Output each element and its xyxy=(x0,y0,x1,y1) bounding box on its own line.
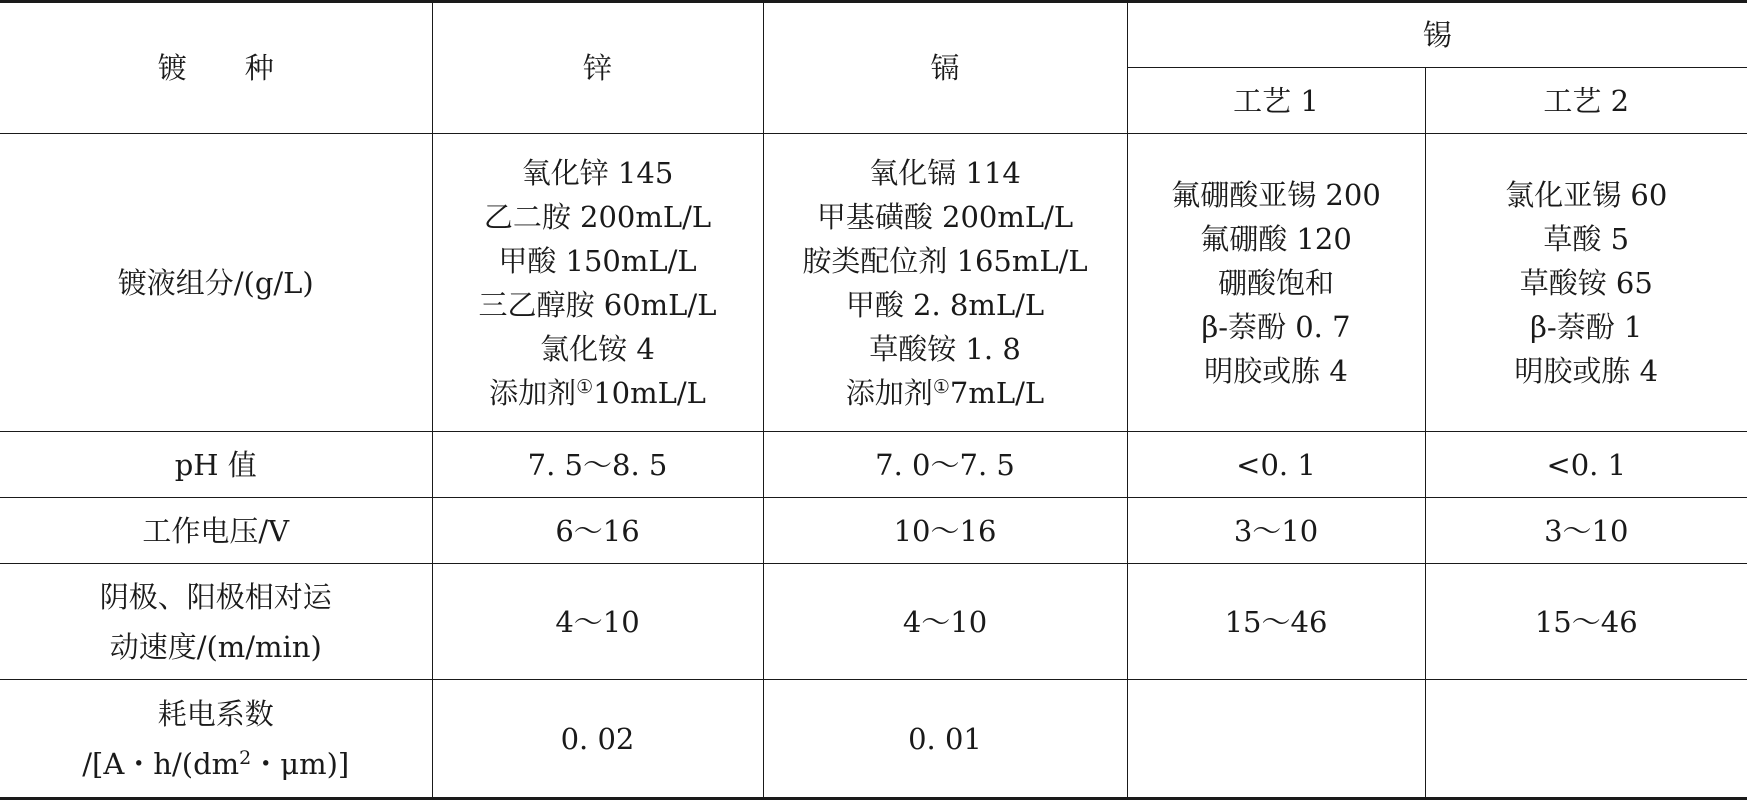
power-unit-suffix: ・μm)] xyxy=(251,747,349,781)
composition-line: 甲酸 150mL/L xyxy=(433,239,763,283)
header-plating-type: 镀 种 xyxy=(0,2,432,134)
cell-speed-zinc: 4～10 xyxy=(432,564,763,680)
composition-line: 草酸铵 1. 8 xyxy=(764,327,1127,371)
cell-voltage-cadmium: 10～16 xyxy=(763,498,1127,564)
cell-power-tin-1 xyxy=(1127,680,1425,799)
cell-power-tin-2 xyxy=(1425,680,1747,799)
composition-line: 硼酸饱和 xyxy=(1128,261,1425,305)
additive-value: 7mL/L xyxy=(950,376,1044,410)
composition-line: 氯化铵 4 xyxy=(433,327,763,371)
composition-line: 氟硼酸亚锡 200 xyxy=(1128,173,1425,217)
composition-line-additive xyxy=(764,371,1127,415)
composition-line: 氯化亚锡 60 xyxy=(1426,173,1747,217)
power-unit-exponent: 2 xyxy=(239,747,251,769)
cell-ph-tin-2: <0. 1 xyxy=(1425,432,1747,498)
power-label-line-1: 耗电系数 xyxy=(0,689,432,739)
composition-line: 胺类配位剂 165mL/L xyxy=(764,239,1127,283)
row-label-composition: 镀液组分/(g/L) xyxy=(0,134,432,432)
additive-name: 添加剂 xyxy=(489,376,576,410)
footnote-marker: ① xyxy=(933,376,950,398)
footnote-marker: ① xyxy=(576,376,593,398)
composition-line: 草酸 5 xyxy=(1426,217,1747,261)
speed-label-line-1: 阴极、阳极相对运 xyxy=(0,572,432,622)
cell-speed-tin-2: 15～46 xyxy=(1425,564,1747,680)
cell-composition-tin-2 xyxy=(1425,134,1747,432)
composition-line: 甲基磺酸 200mL/L xyxy=(764,195,1127,239)
cell-composition-cadmium xyxy=(763,134,1127,432)
cell-ph-tin-1: <0. 1 xyxy=(1127,432,1425,498)
composition-line: 明胶或胨 4 xyxy=(1426,349,1747,393)
row-label-voltage: 工作电压/V xyxy=(0,498,432,564)
composition-line: 乙二胺 200mL/L xyxy=(433,195,763,239)
composition-line: β-萘酚 1 xyxy=(1426,305,1747,349)
cell-speed-tin-1: 15～46 xyxy=(1127,564,1425,680)
cell-speed-cadmium: 4～10 xyxy=(763,564,1127,680)
cell-composition-tin-1 xyxy=(1127,134,1425,432)
row-label-ph: pH 值 xyxy=(0,432,432,498)
composition-line: 明胶或胨 4 xyxy=(1128,349,1425,393)
additive-value: 10mL/L xyxy=(593,376,706,410)
cell-ph-cadmium: 7. 0～7. 5 xyxy=(763,432,1127,498)
cell-ph-zinc: 7. 5～8. 5 xyxy=(432,432,763,498)
additive-name: 添加剂 xyxy=(846,376,933,410)
cell-voltage-tin-1: 3～10 xyxy=(1127,498,1425,564)
composition-line: 氧化镉 114 xyxy=(764,151,1127,195)
header-cadmium: 镉 xyxy=(763,2,1127,134)
header-zinc: 锌 xyxy=(432,2,763,134)
header-tin-process-2: 工艺 2 xyxy=(1425,68,1747,134)
composition-line-additive xyxy=(433,371,763,415)
header-tin: 锡 xyxy=(1127,2,1747,68)
composition-line: 甲酸 2. 8mL/L xyxy=(764,283,1127,327)
cell-composition-zinc xyxy=(432,134,763,432)
header-tin-process-1: 工艺 1 xyxy=(1127,68,1425,134)
row-label-power xyxy=(0,680,432,799)
speed-label-line-2: 动速度/(m/min) xyxy=(0,622,432,672)
row-label-speed xyxy=(0,564,432,680)
cell-voltage-zinc: 6～16 xyxy=(432,498,763,564)
power-unit-prefix: /[A・h/(dm xyxy=(82,747,239,781)
composition-line: 三乙醇胺 60mL/L xyxy=(433,283,763,327)
composition-line: 草酸铵 65 xyxy=(1426,261,1747,305)
cell-voltage-tin-2: 3～10 xyxy=(1425,498,1747,564)
cell-power-zinc: 0. 02 xyxy=(432,680,763,799)
composition-line: 氟硼酸 120 xyxy=(1128,217,1425,261)
composition-line: 氧化锌 145 xyxy=(433,151,763,195)
cell-power-cadmium: 0. 01 xyxy=(763,680,1127,799)
composition-line: β-萘酚 0. 7 xyxy=(1128,305,1425,349)
power-label-line-2 xyxy=(0,739,432,789)
